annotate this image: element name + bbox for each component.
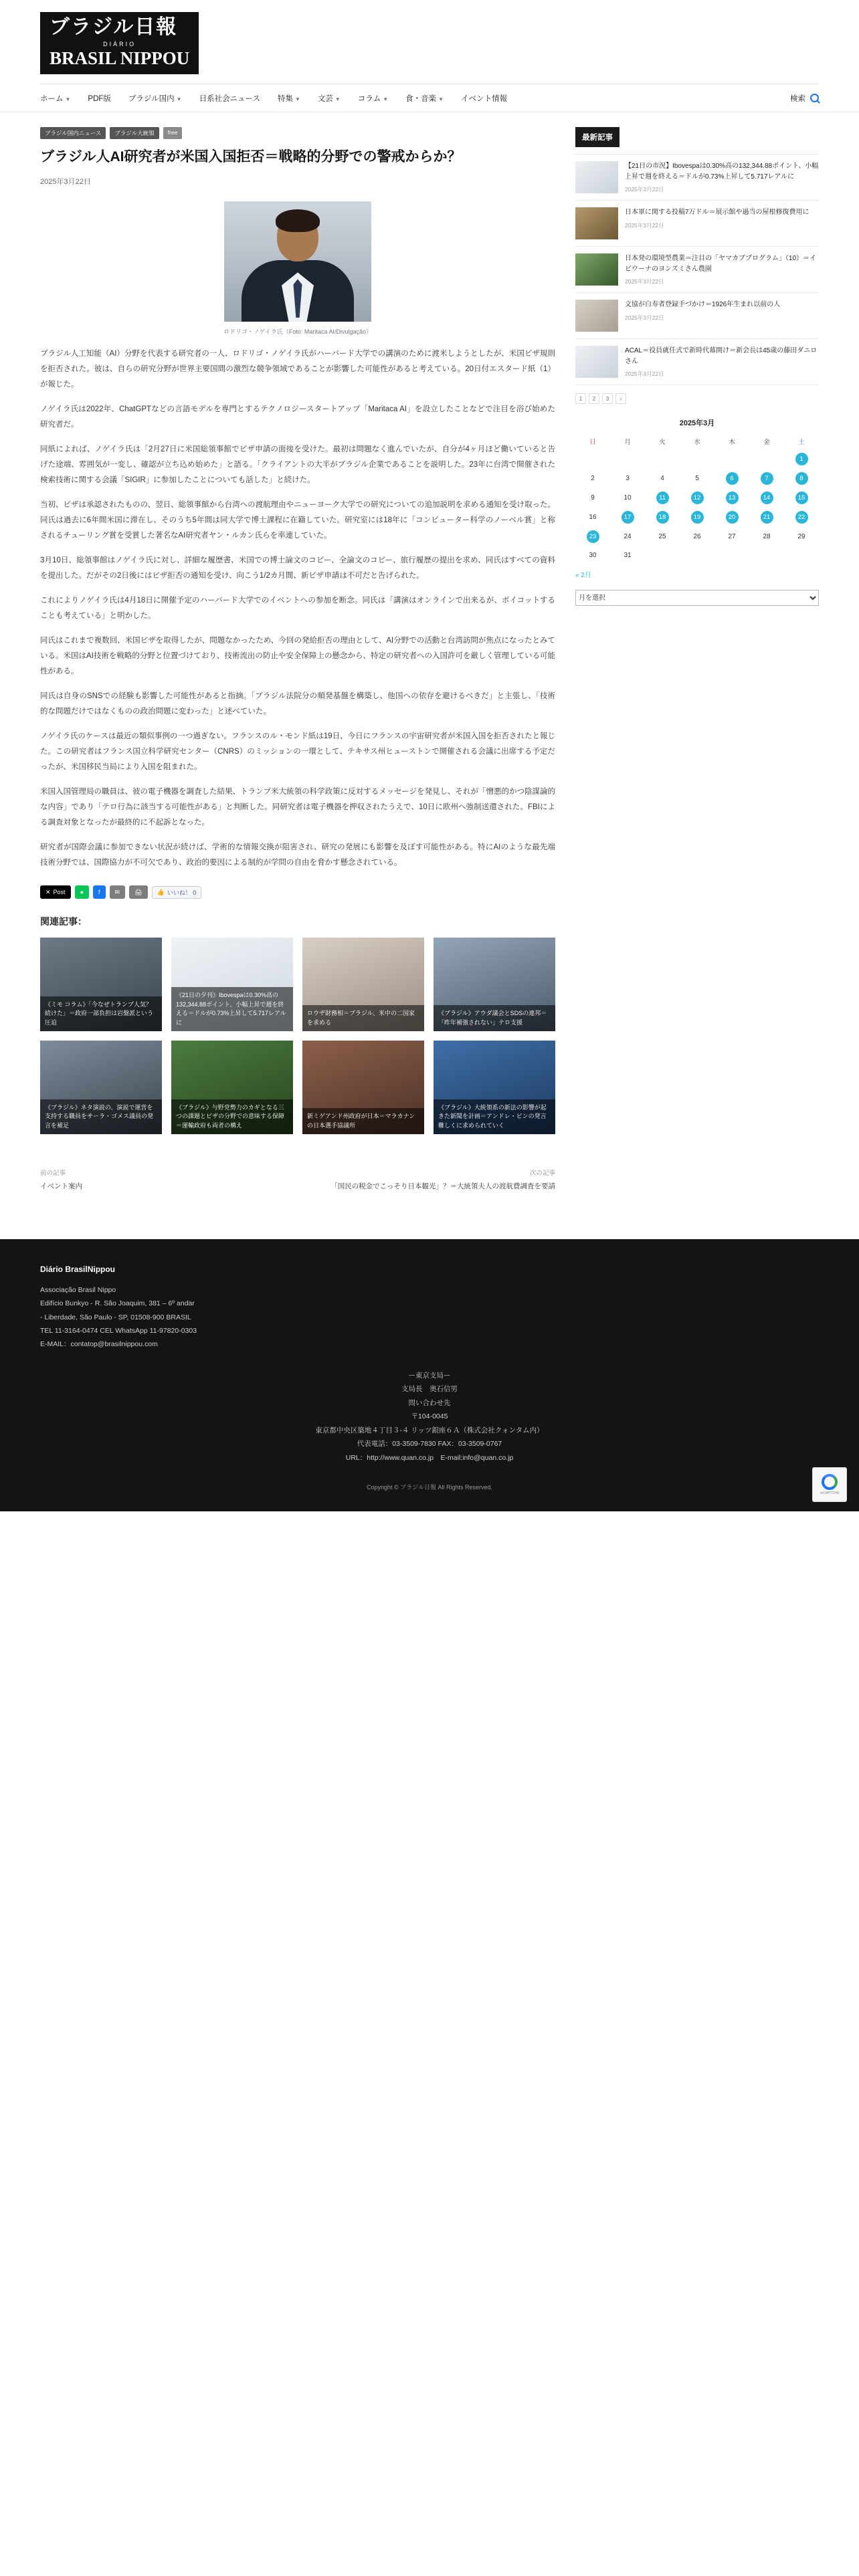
list-item-title: 日本軍に関する投稿7万ドル＝展示館や過当の屋根修復費用に	[625, 209, 809, 216]
photo-hair-shape	[276, 209, 320, 232]
nav-items	[40, 93, 507, 104]
list-item-thumbnail	[575, 207, 618, 239]
article-paragraph: 米国入国管理局の職員は、彼の電子機器を調査した結果、トランプ米大統領の科学政策に反対するメッセージを発見し、それが「憎悪的かつ陰謀論的な内容」であり「テロ行為に該当する可能性がある」と判断した。同研究者は電子機器を押収されたうえで、10日に欧州へ強制送還された。FBIによる調査対象となったが最終的に不起訴となった。	[40, 788, 555, 827]
list-item-date: 2025年3月22日	[625, 278, 664, 285]
nav-label: 文芸	[317, 94, 333, 103]
print-icon: 🖨	[134, 888, 142, 895]
sidebar	[575, 127, 819, 613]
month-select-wrapper	[575, 590, 819, 606]
share-print-button[interactable]	[129, 885, 147, 899]
calendar-day[interactable]	[749, 469, 784, 488]
share-x-label: Post	[53, 889, 66, 896]
calendar-day-highlight[interactable]: 18	[656, 511, 669, 524]
calendar-day[interactable]	[714, 488, 749, 508]
calendar-day[interactable]	[645, 488, 680, 508]
next-article-link[interactable]: 「国民の税金でこっそり日本観光」？＝大統領夫人の渡航費調査を要請	[330, 1182, 555, 1191]
calendar-day-highlight[interactable]: 8	[795, 472, 808, 485]
calendar-day[interactable]: 9	[591, 494, 595, 502]
list-item-title: ACAL＝役員就任式で新時代幕開け＝新会長は45歳の藤田ダニロさん	[625, 347, 818, 365]
footer-email-line[interactable]: E-MAIL：contatop@brasilnippou.com	[40, 1340, 158, 1349]
related-card[interactable]	[434, 938, 555, 1031]
nav-label: PDF版	[88, 94, 111, 103]
next-article-label: 次の記事	[529, 1170, 555, 1178]
related-grid	[40, 938, 555, 1134]
nav-item-brazil-domestic[interactable]	[128, 93, 182, 104]
calendar-day[interactable]: 26	[693, 533, 701, 540]
calendar-day-empty	[714, 449, 749, 469]
related-card[interactable]	[302, 938, 424, 1031]
nav-label: ホーム	[40, 94, 64, 103]
calendar-day[interactable]: 2	[591, 475, 595, 482]
next-article-block[interactable]	[318, 1168, 555, 1192]
latest-articles-list	[575, 154, 819, 385]
related-card[interactable]	[171, 938, 293, 1031]
breadcrumb	[40, 127, 555, 139]
related-card-caption: 《21日の夕刊》Ibovespaは0.30%高の132,344.88ポイント、小幅上昇で週を終える＝ドルが0.73%上昇して5.717レアルに	[171, 987, 293, 1031]
article-photo-wrapper	[40, 201, 555, 322]
category-chip-free[interactable]: free	[163, 127, 183, 139]
calendar-day-highlight[interactable]: 12	[691, 492, 704, 504]
prev-article-block[interactable]	[40, 1168, 277, 1192]
list-item[interactable]	[575, 293, 819, 339]
article-paragraph: 研究者が国際会議に参加できない状況が続けば、学術的な情報交換が阻害され、研究の発展にも影響を及ぼす可能性がある。特にAIのような最先端技術分野では、国際協力が不可欠であり、政治的要因による制約が学問の自由を脅かす懸念されている。	[40, 843, 555, 867]
list-item-date: 2025年3月22日	[625, 221, 664, 229]
calendar-day-highlight[interactable]: 11	[656, 492, 669, 504]
chevron-down-icon: ▼	[65, 96, 71, 102]
article-paragraph: ノゲイラ氏は2022年、ChatGPTなどの言語モデルを専門とするテクノロジースタートアップ「Maritaca AI」を設立したことなどで注目を浴び始めた研究者だ。	[40, 405, 555, 429]
related-card-caption: 《ブラジル》ネタ演説の、演説で運営を支持する職員をサーラ・ゴメス議員の発言を補足	[40, 1099, 162, 1135]
nav-item-nikkei-news[interactable]	[199, 93, 260, 104]
calendar-day-empty	[680, 546, 714, 564]
share-x-button[interactable]	[40, 885, 71, 899]
calendar-body	[575, 449, 819, 564]
calendar-day-highlight[interactable]: 23	[587, 530, 599, 543]
mail-icon: ✉	[114, 888, 120, 895]
related-card[interactable]	[171, 1041, 293, 1134]
list-item-text	[625, 207, 819, 239]
recaptcha-badge[interactable]	[812, 1467, 847, 1502]
footer-line: Edifício Bunkyo - R. São Joaquim, 381 – 6º andar	[40, 1299, 195, 1308]
calendar-day[interactable]: 29	[797, 533, 805, 540]
calendar-day[interactable]: 4	[660, 475, 664, 482]
nav-label: イベント情報	[461, 94, 508, 103]
calendar	[575, 433, 819, 564]
category-chip-brazil-news[interactable]: ブラジル国内ニュース	[40, 127, 106, 139]
share-buttons	[40, 885, 555, 899]
list-item[interactable]	[575, 339, 819, 385]
calendar-day[interactable]: 5	[695, 475, 699, 482]
list-item[interactable]	[575, 154, 819, 201]
calendar-day[interactable]	[784, 469, 819, 488]
content-wrapper	[0, 112, 859, 1216]
facebook-like-label: いいね！ 0	[167, 889, 197, 896]
footer-copyright: Copyright © ブラジル日報 All Rights Reserved.	[367, 1484, 492, 1491]
article-paragraph: 同氏はこれまで複数回、米国ビザを取得したが、問題なかったため、今回の発給拒否の理由として、AI分野での活動と台湾訪問が焦点になったとみている。米国はAI技術を戦略的分野と位置づけており、技術流出の防止や安全保障上の懸念から、特定の研究者への入国許可を厳しく管理している可能性がある。	[40, 637, 555, 676]
related-card-caption: 《ブラジル》与野党勢力のカギとなる三つの課題とビザの分野での意味する保障＝運輸政府も両者の構え	[171, 1099, 293, 1135]
chevron-down-icon: ▼	[438, 96, 444, 102]
calendar-day-highlight[interactable]: 14	[761, 492, 773, 504]
list-item-thumbnail	[575, 300, 618, 332]
calendar-day[interactable]	[680, 508, 714, 527]
pagination-page-1[interactable]: 1	[575, 393, 586, 404]
nav-item-food-music[interactable]	[405, 93, 444, 104]
calendar-weekday-wed: 水	[694, 439, 700, 446]
calendar-weekday-tue: 火	[659, 439, 666, 446]
list-item-text	[625, 346, 819, 378]
footer-title: Diário BrasilNippou	[40, 1265, 116, 1275]
calendar-day[interactable]: 24	[624, 533, 632, 540]
calendar-day[interactable]: 28	[763, 533, 771, 540]
article-paragraph: ブラジル人工知能（AI）分野を代表する研究者の一人、ロドリゴ・ノゲイラ氏がハーバード大学での講演のために渡米しようとしたが、米国ビザ規則を拒否された。彼は、自らの研究分野が世界主要国間の激烈な競争領域であることが影響した可能性があると考えている。20日付エスタード紙（1）が報じた。	[40, 350, 555, 389]
calendar-weekday-thu: 木	[729, 439, 735, 446]
calendar-day-highlight[interactable]: 21	[761, 511, 773, 524]
calendar-day-highlight[interactable]: 13	[726, 492, 739, 504]
related-card-caption: 《ブラジル》アウダ議会とSDSの連邦＝「昨年補強されない」テロ支援	[434, 1005, 555, 1031]
calendar-day[interactable]	[749, 508, 784, 527]
search-icon[interactable]	[810, 94, 819, 102]
nav-label: 日系社会ニュース	[199, 94, 260, 103]
logo-english-text: BRASIL NIPPOU	[50, 48, 190, 68]
line-icon: ●	[80, 889, 84, 896]
logo-diario-text: DIÁRIO	[103, 41, 136, 47]
calendar-day[interactable]: 25	[658, 533, 666, 540]
calendar-day-empty	[749, 449, 784, 469]
article-photo	[224, 201, 371, 322]
nav-label: ブラジル国内	[128, 94, 175, 103]
related-card[interactable]	[302, 1041, 424, 1134]
related-card-caption: 《ミモ コラム》「今なぜトランプ人気？続けた」＝政府一部負担は岩盤派という圧迫	[40, 996, 162, 1032]
recaptcha-label: reCAPTCHA	[820, 1491, 840, 1495]
calendar-day[interactable]: 30	[589, 551, 597, 559]
nav-item-features[interactable]	[278, 93, 300, 104]
calendar-day[interactable]	[784, 508, 819, 527]
article-date: 2025年3月22日	[40, 178, 91, 187]
calendar-day-empty	[575, 449, 610, 469]
calendar-day[interactable]	[680, 488, 714, 508]
chevron-down-icon: ▼	[295, 96, 300, 102]
article-paragraph: 同氏は自身のSNSでの経験も影響した可能性があると指摘。「ブラジル法院分の順発基盤を構築し、他国への依存を避けるべきだ」と主張し、「技術的な問題だけではなくものの政治問題に変わった」と述べていた。	[40, 692, 555, 716]
list-item-date: 2025年3月22日	[625, 370, 664, 377]
nav-item-home[interactable]	[40, 93, 70, 104]
pagination-next[interactable]: ›	[615, 393, 626, 404]
related-card-caption: ロウザ財務相＝ブラジル、米中の二国家を求める	[302, 1005, 424, 1031]
list-item[interactable]	[575, 247, 819, 293]
related-card[interactable]	[40, 1041, 162, 1134]
article-paragraph: ノゲイラ氏のケースは最近の類似事例の一つ過ぎない。フランスのル・モンド紙は19日、今日にフランスの宇宙研究者が米国入国を拒否されたと報じた。この研究者はフランス国立科学研究センター（CNRS）のミッションの一環として、テキサス州ヒューストンで開催される会議に出席する予定だったが、米国移民当局により入国を阻まれた。	[40, 732, 555, 772]
list-item-thumbnail	[575, 253, 618, 286]
main-navigation	[0, 84, 859, 112]
calendar-day-highlight[interactable]: 20	[726, 511, 739, 524]
article-main-column	[40, 127, 555, 1216]
list-item-date: 2025年3月22日	[625, 186, 664, 193]
footer-tokyo-block	[40, 1369, 819, 1465]
calendar-day[interactable]	[610, 508, 645, 527]
list-item-text	[625, 300, 819, 332]
calendar-day[interactable]: 10	[624, 494, 632, 502]
footer-jp-line: 〒104-0045	[411, 1412, 448, 1421]
calendar-week-row	[575, 527, 819, 546]
calendar-week-row	[575, 508, 819, 527]
search-control[interactable]	[790, 93, 819, 104]
site-logo[interactable]	[40, 12, 199, 74]
month-select[interactable]	[575, 590, 819, 606]
calendar-day-empty	[610, 449, 645, 469]
related-card-caption: 《ブラジル》大統領系の新法の影響が起きた新聞を計画＝アンドレ・ビンの発言難しくに求められていく	[434, 1099, 555, 1135]
footer-outer	[0, 1239, 859, 1511]
list-item-thumbnail	[575, 161, 618, 193]
calendar-day-highlight[interactable]: 22	[795, 511, 808, 524]
nav-item-events[interactable]	[461, 93, 507, 104]
prev-next-navigation	[40, 1168, 555, 1192]
category-chip-president[interactable]: ブラジル大統領	[110, 127, 159, 139]
nav-label: コラム	[357, 94, 381, 103]
share-line-button[interactable]	[75, 885, 89, 899]
article-paragraph: 3月10日、総領事館はノゲイラ氏に対し、詳細な履歴書、米国での博士論文のコピー、全論文のコピー、旅行履歴の提出を求め、同氏はすべての資料を提出した。だがその2日後にはビザ拒否の通知を受け、向こう1/2カ月間、新ビザ申請は不可だと告げられた。	[40, 556, 555, 580]
calendar-weekday-mon: 月	[624, 439, 631, 446]
calendar-day-highlight[interactable]: 1	[795, 453, 808, 465]
pagination-page-3[interactable]: 3	[602, 393, 613, 404]
calendar-weekday-sat: 土	[798, 439, 805, 446]
calendar-weekday-sun: 日	[589, 439, 596, 446]
list-item-title: 【21日の市況】Ibovespaは0.30%高の132,344.88ポイント、小幅上昇で週を終える＝ドルが0.73%上昇して5.717レアルに	[625, 163, 819, 181]
calendar-week-row	[575, 546, 819, 564]
share-mail-button[interactable]	[110, 885, 126, 899]
related-card-caption: 新ミゲアンド州政府が日本＝マラカナンの日本選手協議所	[302, 1108, 424, 1134]
site-footer	[0, 1239, 859, 1511]
logo-japanese-text: ブラジル日報	[50, 15, 178, 39]
pagination-page-2[interactable]: 2	[589, 393, 599, 404]
list-item-title: 文協が白寿者登録手づかけ＝1926年生まれ以前の人	[625, 301, 781, 308]
chevron-down-icon: ▼	[335, 96, 341, 102]
prev-article-label: 前の記事	[40, 1170, 66, 1178]
nav-label: 特集	[278, 94, 293, 103]
facebook-like-button[interactable]	[152, 886, 202, 899]
photo-caption: ロドリゴ・ノゲイラ氏（Foto: Maritaca AI/Divulgação）	[223, 328, 372, 336]
article-body	[40, 346, 555, 871]
list-item-text	[625, 253, 819, 286]
nav-item-literature[interactable]	[318, 93, 341, 104]
article-paragraph: これによりノゲイラ氏は4月18日に開催予定のハーバード大学でのイベントへの参加を断念。同氏は「講演はオンラインで出来るが、ボイコットすることも考えている」と明かした。	[40, 597, 555, 621]
calendar-day[interactable]: 31	[624, 551, 632, 559]
prev-article-link[interactable]: イベント案内	[40, 1182, 82, 1191]
calendar-day[interactable]	[714, 508, 749, 527]
page-title: ブラジル人AI研究者が米国入国拒否＝戦略的分野での警戒からか？	[40, 149, 462, 165]
calendar-week-row	[575, 449, 819, 469]
sidebar-heading: 最新記事	[575, 127, 619, 147]
calendar-day[interactable]: 27	[728, 533, 736, 540]
calendar-day-highlight[interactable]: 6	[726, 472, 739, 485]
calendar-weekday-row	[575, 433, 819, 449]
calendar-day-highlight[interactable]: 17	[622, 511, 634, 524]
footer-jp-line: ー東京支局ー	[408, 1371, 451, 1380]
calendar-day-empty	[714, 546, 749, 564]
related-card[interactable]	[40, 938, 162, 1031]
list-item-title: 日本発の環境型農業＝注目の「ヤマカブプログラム」（10）＝イビウーナのヨンズミさん農園	[625, 255, 817, 273]
calendar-day[interactable]	[575, 527, 610, 546]
calendar-day[interactable]	[784, 449, 819, 469]
list-item-thumbnail	[575, 346, 618, 378]
article-paragraph: 同紙によれば、ノゲイラ氏は「2月27日に米国総領事館でビザ申請の面接を受けた。最初は問題なく進んでいたが、自分が4ヶ月ほど働いていると告げた途端、雰囲気が一変し、確認が立ち込め始めた」と語る。「クライアントの大半がブラジル企業であることを説明した。23年に台湾で開催された検索技術に関する会議「SIGIR」に参加したことについても話した」と続けた。	[40, 445, 555, 485]
footer-line: TEL 11-3164-0474 CEL WhatsApp 11-97820-0303	[40, 1326, 197, 1335]
nav-label: 食・音楽	[405, 94, 437, 103]
footer-jp-line: 東京都中央区築地４丁目３‐４ リッツ銀座６Ａ（株式会社クォンタム内）	[315, 1426, 544, 1434]
calendar-day[interactable]: 3	[626, 475, 630, 482]
calendar-week-row	[575, 488, 819, 508]
list-item[interactable]	[575, 201, 819, 247]
chevron-down-icon: ▼	[383, 96, 389, 102]
sidebar-pagination	[575, 393, 819, 404]
calendar-day-empty	[680, 449, 714, 469]
site-header	[0, 0, 859, 84]
calendar-week-row	[575, 469, 819, 488]
calendar-day-empty	[749, 546, 784, 564]
footer-jp-url-line[interactable]: URL：http://www.quan.co.jp E-mail:info@quan.co.jp	[345, 1453, 514, 1462]
calendar-title: 2025年3月	[679, 419, 715, 427]
list-item-date: 2025年3月22日	[625, 314, 664, 321]
calendar-day-highlight[interactable]: 7	[761, 472, 773, 485]
article-paragraph: 当初、ビザは承認されたものの、翌日、総領事館から台湾への渡航理由やニューヨーク大学での研究についての追加説明を求める通知を受け取った。同氏は過去に6年間米国に滞在し、そのうち5年間は同大学で博士課程に在籍していた。研究室には18年に「コンピューター科学のノーベル賞」と称されるチューリング賞を受賞した著名なAI研究者ヤン・ルカン氏らを率連していた。	[40, 501, 555, 540]
facebook-icon: f	[98, 889, 100, 896]
x-icon: ✕	[45, 888, 51, 895]
calendar-day[interactable]: 16	[589, 514, 597, 521]
thumbs-up-icon: 👍	[157, 888, 165, 895]
footer-jp-line: 代表電話：03-3509-7830 FAX：03-3509-0767	[357, 1440, 502, 1448]
calendar-day-empty	[645, 546, 680, 564]
calendar-day[interactable]	[749, 488, 784, 508]
footer-jp-line: 支局長 奥石信男	[401, 1385, 458, 1394]
calendar-day-highlight[interactable]: 15	[795, 492, 808, 504]
footer-jp-line: 問い合わせ先	[408, 1398, 451, 1407]
nav-item-column[interactable]	[358, 93, 388, 104]
calendar-day[interactable]	[714, 469, 749, 488]
calendar-day-empty	[645, 449, 680, 469]
share-facebook-button[interactable]	[93, 885, 106, 899]
list-item-text	[625, 161, 819, 193]
calendar-day[interactable]	[784, 488, 819, 508]
footer-line: - Liberdade, São Paulo - SP, 01508-900 BRASIL	[40, 1313, 191, 1321]
related-heading: 関連記事：	[40, 916, 87, 928]
nav-item-pdf[interactable]	[88, 93, 111, 104]
calendar-day-empty	[784, 546, 819, 564]
search-label: 検索	[790, 94, 805, 103]
recaptcha-icon	[822, 1474, 838, 1490]
calendar-day[interactable]	[645, 508, 680, 527]
calendar-weekday-fri: 金	[763, 439, 770, 446]
chevron-down-icon: ▼	[176, 96, 182, 102]
calendar-prev-month-link[interactable]: « 2月	[575, 572, 591, 579]
calendar-day-highlight[interactable]: 19	[691, 511, 704, 524]
related-card[interactable]	[434, 1041, 555, 1134]
footer-line: Associação Brasil Nippo	[40, 1285, 116, 1294]
